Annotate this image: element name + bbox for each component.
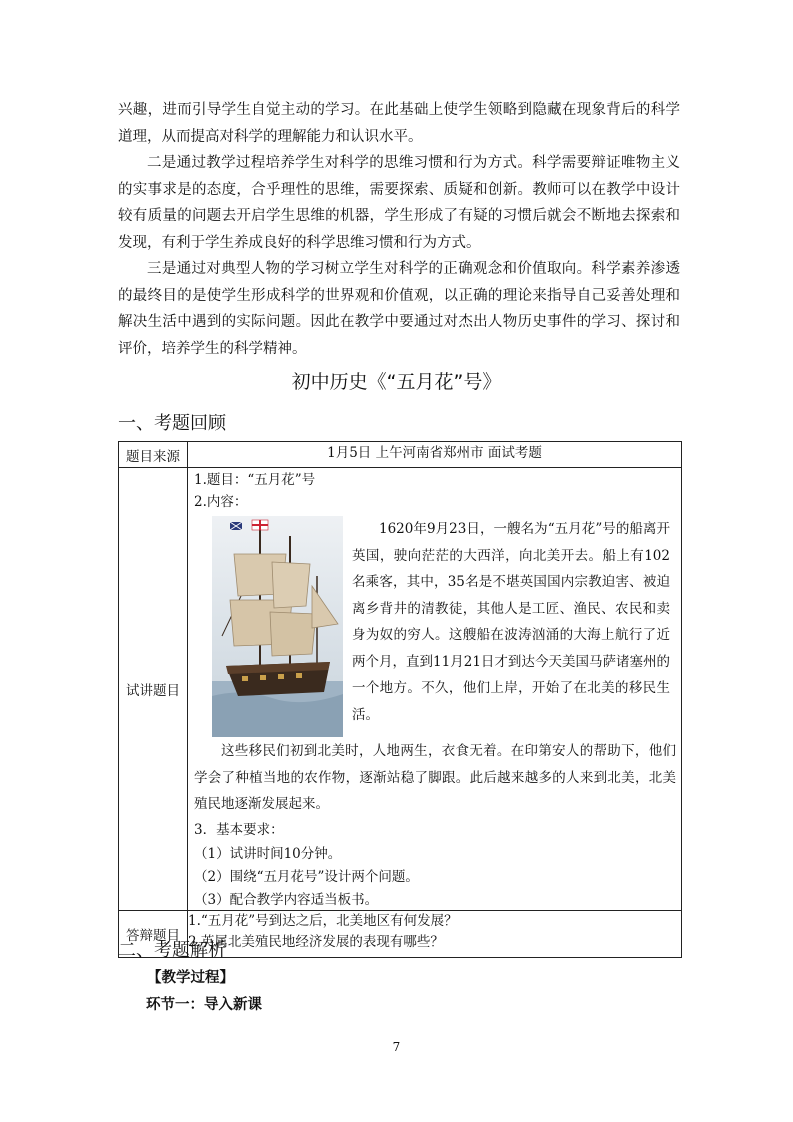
requirement-1: （1）试讲时间10分钟。 xyxy=(194,846,342,862)
page-number: 7 xyxy=(392,1040,401,1054)
label-source: 题目来源 xyxy=(119,442,188,468)
step-1-heading: 环节一：导入新课 xyxy=(146,996,262,1013)
paragraph-3: 三是通过对典型人物的学习树立学生对科学的正确观念和价值取向。科学素养渗透的最终目的是使学生形成科学的世界观和价值观，以正确的理论来指导自己妥善处理和解决生活中遇到的实际问题。因此在教学中要通过对杰出人物历史事件的学习、探讨和评价，培养学生的科学精神。 xyxy=(118,261,680,357)
defense-question-2: 2.英属北美殖民地经济发展的表现有哪些？ xyxy=(188,934,444,950)
table-row xyxy=(119,442,682,468)
mayflower-ship-image xyxy=(212,516,343,737)
table-row xyxy=(119,468,682,911)
content-paragraph-1: 1620年9月23日，一艘名为“五月花”号的船离开英国，驶向茫茫的大西洋，向北美开去。船上有102名乘客，其中，35名是不堪英国国内宗教迫害、被迫离乡背井的清教徒，其他人是工匠、渔民、农民和卖身为奴的穷人。这艘船在波涛汹涌的大海上航行了近两个月，直到11月21日才到达今天美国马萨诸塞州的一个地方。不久，他们上岸，开始了在北美的移民生活。 xyxy=(352,521,670,723)
label-lecture-topic: 试讲题目 xyxy=(119,468,188,911)
content-label: 2.内容： xyxy=(194,494,248,510)
requirement-2: （2）围绕“五月花号”设计两个问题。 xyxy=(194,869,419,885)
label-defense-questions: 答辩题目 xyxy=(119,911,188,958)
section-heading-analysis: 二、考题解析 xyxy=(118,940,226,961)
paragraph-2: 二是通过教学过程培养学生对科学的思维习惯和行为方式。科学需要辩证唯物主义的实事求是的态度，合乎理性的思维，需要探索、质疑和创新。教师可以在教学中设计较有质量的问题去开启学生思维的机器，学生形成了有疑的习惯后就会不断地去探索和发现，有利于学生养成良好的科学思维习惯和行为方式。 xyxy=(118,155,680,251)
requirement-3: （3）配合教学内容适当板书。 xyxy=(194,892,379,908)
exam-table xyxy=(118,441,682,958)
topic-line: 1.题目：“五月花”号 xyxy=(194,472,316,488)
source-value: 1月5日 上午河南省郑州市 面试考题 xyxy=(188,442,682,468)
lecture-content-cell xyxy=(188,468,682,911)
lecture-content xyxy=(188,468,681,910)
defense-questions-cell xyxy=(188,911,682,958)
paragraph-1: 兴趣，进而引导学生自觉主动的学习。在此基础上使学生领略到隐藏在现象背后的科学道理，从而提高对科学的理解能力和认识水平。 xyxy=(118,102,680,145)
section-heading-review: 一、考题回顾 xyxy=(118,413,226,434)
teaching-process-heading: 【教学过程】 xyxy=(147,969,234,986)
document-title: 初中历史《“五月花”号》 xyxy=(291,371,502,393)
requirements-title: 3．基本要求： xyxy=(194,822,284,838)
content-paragraph-2: 这些移民们初到北美时，人地两生，衣食无着。在印第安人的帮助下，他们学会了种植当地的农作物，逐渐站稳了脚跟。此后越来越多的人来到北美，北美殖民地逐渐发展起来。 xyxy=(194,743,676,812)
defense-question-1: 1.“五月花”号到达之后，北美地区有何发展？ xyxy=(188,913,458,929)
